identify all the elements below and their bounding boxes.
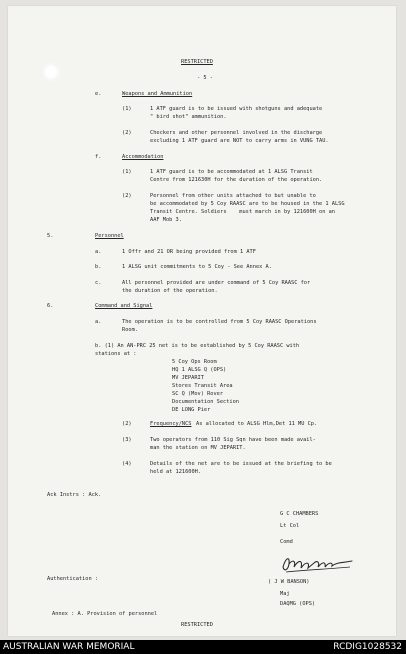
section-6b3-num: (3) <box>122 437 132 443</box>
section-f-letter: f. <box>95 154 102 160</box>
section-e-para2: Checkers and other personnel involved in the discharge excluding 1 ATF guard are NOT to carry arms in VUNG TAU. <box>150 130 329 144</box>
section-6a-text: The operation is to be controlled from 5 Coy RAASC Operations Room. <box>122 319 317 333</box>
section-e-para1: 1 ATF guard is to be issued with shotguns and adequate " bird shot" ammunition. <box>150 106 323 120</box>
page-number: - 5 - <box>197 75 213 81</box>
section-f-para1: 1 ATF guard is to be accommodated at 1 ALSG Transit Centre from 121630H for the duration of the operation. <box>150 169 323 183</box>
signer-role: Comd <box>280 539 293 545</box>
section-e-heading: Weapons and Ammunition <box>122 91 193 97</box>
section-5b-text: 1 ALSG unit commitments to 5 Coy - See Annex A. <box>122 264 272 270</box>
section-6b2-text: As allocated to ALSG Hlm,Det 11 MU Cp. <box>196 421 318 427</box>
section-5-heading: Personnel <box>95 233 124 239</box>
section-6b3-text: Two operators from 110 Sig Sqn have been made avail- man the station on MV JEPARIT. <box>150 437 316 451</box>
section-f-para2: Personnel from other units attached to but unable to be accommodated by 5 Coy RAASC are to be housed in the 1 ALSG Transit Centre. Soldiers must march in by 121600H on an AAF Mob 3. <box>150 193 345 223</box>
ack-instructions: Ack Instrs : Ack. <box>47 492 102 498</box>
archive-name: AUSTRALIAN WAR MEMORIAL <box>3 642 135 652</box>
section-5c-letter: c. <box>95 280 102 286</box>
section-6-heading: Command and Signal <box>95 303 153 309</box>
signer-name: G C CHAMBERS <box>280 511 319 517</box>
classification-top: RESTRICTED <box>181 59 213 65</box>
auth-name: ( J W BANSON) <box>268 579 310 585</box>
archive-footer <box>0 640 406 654</box>
section-6b4-text: Details of the net are to be issued at the briefing to be held at 121600H. <box>150 461 332 475</box>
section-6-number: 6. <box>47 303 54 309</box>
signer-rank: Lt Col <box>280 523 300 529</box>
section-f-para1-num: (1) <box>122 169 132 175</box>
section-5a-letter: a. <box>95 249 102 255</box>
section-e-letter: e. <box>95 91 102 97</box>
section-6b2-label: Frequency/NCS <box>150 421 192 427</box>
section-6a-letter: a. <box>95 319 102 325</box>
section-6b4-num: (4) <box>122 461 132 467</box>
section-5c-text: All personnel provided are under command of 5 Coy RAASC for the duration of the operation. <box>122 280 311 294</box>
archive-id: RCDIG1028532 <box>333 642 402 652</box>
punch-hole <box>45 66 57 78</box>
handwritten-signature <box>280 553 356 575</box>
section-e-para2-num: (2) <box>122 130 132 136</box>
section-6b-text: b. (1) An AN-PRC 25 net is to be established by 5 Coy RAASC with stations at : <box>95 343 300 357</box>
section-5a-text: 1 Offr and 21 OR being provided from 1 ATF <box>122 249 256 255</box>
section-f-heading: Accommodation <box>122 154 164 160</box>
section-e-para1-num: (1) <box>122 106 132 112</box>
classification-bottom: RESTRICTED <box>181 622 213 628</box>
section-5b-letter: b. <box>95 264 102 270</box>
auth-rank: Maj <box>280 591 290 597</box>
station-list: 5 Coy Ops Room HQ 1 ALSG Q (OPS) MV JEPARIT Stores Transit Area SC Q (Mov) Rover Documentation Section DE LONG Pier <box>172 359 239 413</box>
section-6b2-num: (2) <box>122 421 132 427</box>
section-5-number: 5. <box>47 233 54 239</box>
auth-role: DAQMG (OPS) <box>280 601 316 607</box>
section-f-para2-num: (2) <box>122 193 132 199</box>
annex-line: Annex : A. Provision of personnel <box>52 611 158 617</box>
authentication-label: Authentication : <box>47 576 99 582</box>
